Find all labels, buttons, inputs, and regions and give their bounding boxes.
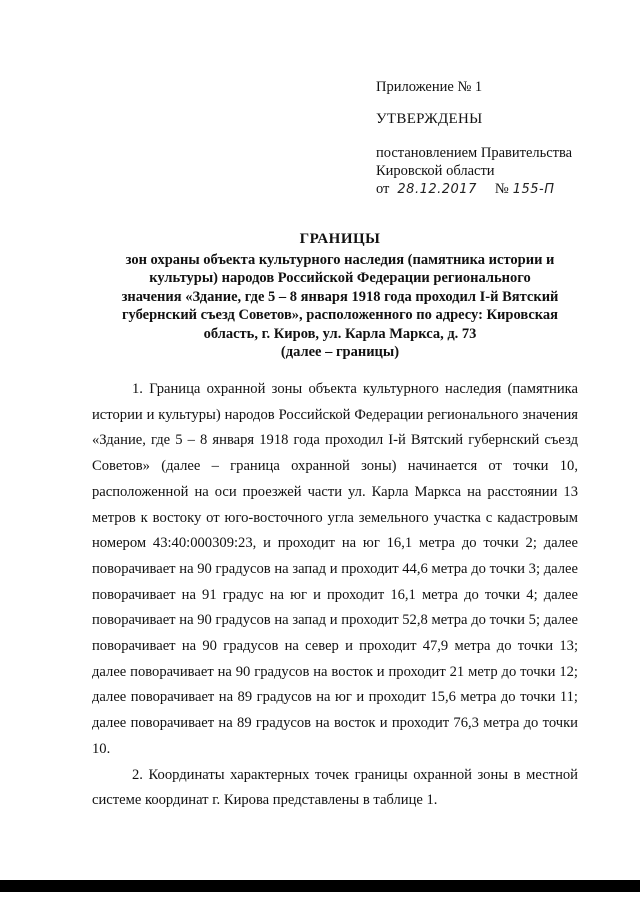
handwritten-number: 155-П <box>512 182 555 197</box>
handwritten-date: 28.12.2017 <box>397 182 477 197</box>
title-main: ГРАНИЦЫ <box>299 231 381 247</box>
resolution-line-2: Кировской области <box>376 163 495 179</box>
date-prefix: от <box>376 181 390 197</box>
resolution-line-1: постановлением Правительства <box>376 145 573 161</box>
number-label: № <box>494 181 509 197</box>
approved-heading: УТВЕРЖДЕНЫ <box>376 111 483 127</box>
title-line-1: зон охраны объекта культурного наследия (памятника истории и <box>125 251 555 268</box>
scan-edge-bar <box>0 880 640 892</box>
title-line-2: культуры) народов Российской Федерации регионального <box>149 270 531 286</box>
title-line-6: (далее – границы) <box>280 344 400 360</box>
paragraph-1: 1. Граница охранной зоны объекта культурного наследия (памятника истории и культуры) народов Российской Федерации регионального значения «Здание, где 5 – 8 января 1918 года проходил I-й Вятский губернский съезд Советов» (далее – граница охранной зоны) начинается от точки 10, расположенной на оси проезжей части ул. Карла Маркса на расстоянии 13 метров к востоку от юго-восточного угла земельного участка с кадастровым номером 43:40:000309:23, и проходит на юг 16,1 метра до точки 2; далее поворачивает на 90 градусов на запад и проходит 44,6 метра до точки 3; далее поворачивает на 91 градус на юг и проходит 16,1 метра до точки 4; далее поворачивает на 90 градусов на запад и проходит 52,8 метра до точки 5; далее поворачивает на 90 градусов на север и проходит 47,9 метра до точки 13; далее поворачивает на 90 градусов на восток и проходит 21 метр до точки 12; далее поворачивает на 89 градусов на юг и проходит 15,6 метра до точки 11; далее поворачивает на 89 градусов на восток и проходит 76,3 метра до точки 10. <box>92 381 578 757</box>
title-line-5: область, г. Киров, ул. Карла Маркса, д. 73 <box>203 325 477 342</box>
document-title <box>90 230 590 362</box>
resolution-date-number <box>376 180 616 199</box>
title-line-3: значения «Здание, где 5 – 8 января 1918 года проходил I-й Вятский <box>121 288 559 305</box>
approval-block <box>376 78 616 199</box>
title-line-4: губернский съезд Советов», расположенного по адресу: Кировская <box>121 307 559 323</box>
document-body <box>92 377 578 814</box>
paragraph-2: 2. Координаты характерных точек границы охранной зоны в местной системе координат г. Кирова представлены в таблице 1. <box>92 766 578 809</box>
annex-label: Приложение № 1 <box>376 79 483 95</box>
